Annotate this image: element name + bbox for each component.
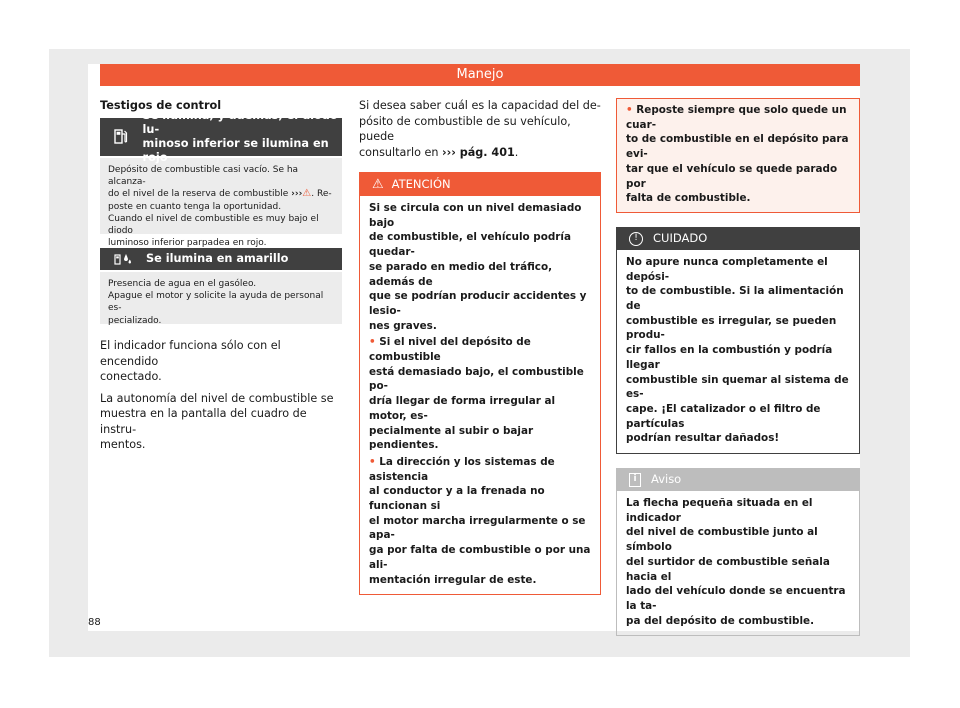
body-line: La autonomía del nivel de combustible se — [100, 391, 334, 405]
red-text-fragment: do el nivel de la reserva de combustible — [108, 189, 292, 200]
caution-header — [617, 228, 859, 250]
paragraph-ignition — [100, 338, 342, 385]
warning-body — [360, 196, 600, 594]
red-text-fragment: . Re- — [311, 189, 332, 200]
body-line — [359, 145, 601, 161]
tip-line: to de combustible en el depósito para evi- — [626, 133, 849, 161]
warning-line: está demasiado bajo, el combustible po- — [369, 365, 584, 393]
warning-bullet-2 — [369, 455, 592, 484]
warning-bullet-1 — [369, 335, 592, 364]
bullet-icon: • — [626, 104, 637, 116]
chapter-header: Manejo — [100, 64, 860, 86]
yellow-row-title: Se ilumina en amarillo — [146, 252, 289, 266]
reference-arrow: ››› — [291, 189, 303, 200]
note-header — [617, 469, 859, 491]
yellow-indicator-description — [100, 272, 342, 324]
note-line: La flecha pequeña situada en el indicador — [626, 497, 813, 524]
warning-line: se parado en medio del tráfico, además de — [369, 260, 553, 288]
note-title: Aviso — [651, 472, 682, 487]
warning-line: mentación irregular de este. — [369, 573, 537, 586]
body-line: mentos. — [100, 438, 146, 451]
caution-line: cape. ¡El catalizador o el filtro de partículas — [626, 402, 821, 430]
caution-title: CUIDADO — [653, 231, 708, 246]
warning-triangle-icon: ⚠ — [372, 176, 384, 192]
warning-title: ATENCIÓN — [391, 176, 451, 191]
right-column — [616, 98, 860, 636]
refuel-tip-box — [616, 98, 860, 213]
body-fragment: . — [514, 145, 519, 159]
note-line: del surtidor de combustible señala hacia el — [626, 555, 830, 583]
note-line: del nivel de combustible junto al símbolo — [626, 526, 818, 554]
warning-line: dría llegar de forma irregular al motor, es- — [369, 395, 556, 422]
red-text-line: luminoso inferior parpadea en rojo. — [108, 238, 267, 249]
caution-line: combustible es irregular, se pueden produ- — [626, 314, 837, 342]
warning-line: Si se circula con un nivel demasiado bajo — [369, 202, 582, 229]
tip-text: Reposte siempre que solo quede un cuar- — [626, 104, 847, 131]
bullet-icon: • — [369, 336, 380, 349]
yellow-indicator-row — [100, 248, 342, 270]
note-line: pa del depósito de combustible. — [626, 614, 815, 627]
capacity-intro — [359, 98, 601, 160]
tip-line: falta de combustible. — [626, 192, 751, 205]
yellow-text-line: Presencia de agua en el gasóleo. — [108, 279, 257, 289]
exclamation-circle-icon: ! — [629, 232, 643, 246]
page-reference-link[interactable]: ››› pág. 401 — [442, 145, 515, 159]
bullet-icon: • — [369, 455, 380, 468]
caution-line: cir fallos en la combustión y podría llegar — [626, 344, 833, 371]
warning-header — [360, 173, 600, 196]
red-indicator-description — [100, 158, 342, 249]
warning-line: nes graves. — [369, 319, 437, 332]
red-row-title-line1: Se ilumina, y además, el diodo lu- — [142, 109, 338, 136]
caution-line: podrían resultar dañados! — [626, 432, 780, 445]
warning-line: ga por falta de combustible o por una ali- — [369, 544, 591, 571]
warning-line: La dirección y los sistemas de asistencia — [369, 455, 555, 483]
body-line: muestra en la pantalla del cuadro de instru- — [100, 407, 307, 436]
red-text-line — [108, 188, 334, 200]
warning-triangle-icon: ⚠ — [302, 188, 312, 200]
caution-line: No apure nunca completamente el depósi- — [626, 255, 828, 283]
warning-line: al conductor y a la frenada no funcionan si — [369, 485, 545, 513]
red-text-line: Depósito de combustible casi vacío. Se ha alcanza- — [108, 165, 299, 188]
middle-column — [359, 98, 601, 595]
info-icon: i — [629, 473, 641, 487]
page-number: 88 — [88, 617, 101, 628]
yellow-text-line: Apague el motor y solicite la ayuda de personal es- — [108, 291, 324, 314]
warning-line: pecialmente al subir o bajar pendientes. — [369, 424, 534, 452]
body-fragment: consultarlo en — [359, 145, 442, 159]
warning-box — [359, 172, 601, 595]
warning-line: de combustible, el vehículo podría quedar- — [369, 231, 571, 259]
section-title: Testigos de control — [100, 99, 222, 112]
fuel-pump-icon — [100, 118, 143, 156]
red-text-line: Cuando el nivel de combustible es muy bajo el diodo — [108, 213, 319, 237]
red-indicator-row — [100, 109, 342, 164]
caution-box — [616, 227, 860, 454]
red-row-title-line2: minoso inferior se ilumina en rojo — [142, 137, 329, 164]
caution-line: to de combustible. Si la alimentación de — [626, 285, 844, 313]
red-text-line: poste en cuanto tenga la oportunidad. — [108, 201, 282, 212]
caution-body — [617, 250, 859, 453]
left-column — [100, 98, 342, 453]
body-line: El indicador funciona sólo con el encendido — [100, 339, 281, 368]
body-line: pósito de combustible de su vehículo, puede — [359, 114, 571, 143]
warning-line: el motor marcha irregularmente o se apa- — [369, 514, 586, 542]
paragraph-range — [100, 391, 342, 453]
warning-line: que se podrían producir accidentes y lesio- — [369, 290, 587, 317]
note-box — [616, 468, 860, 636]
note-line: lado del vehículo donde se encuentra la ta- — [626, 585, 846, 612]
warning-line: Si el nivel del depósito de combustible — [369, 336, 531, 364]
body-line: conectado. — [100, 370, 162, 383]
note-body — [617, 491, 859, 635]
tip-line: tar que el vehículo se quede parado por — [626, 162, 838, 190]
yellow-text-line: pecializado. — [108, 315, 162, 326]
fuel-water-icon — [100, 248, 146, 270]
body-line: Si desea saber cuál es la capacidad del de- — [359, 99, 601, 112]
tip-line — [626, 103, 851, 132]
caution-line: combustible sin quemar al sistema de es- — [626, 373, 849, 401]
